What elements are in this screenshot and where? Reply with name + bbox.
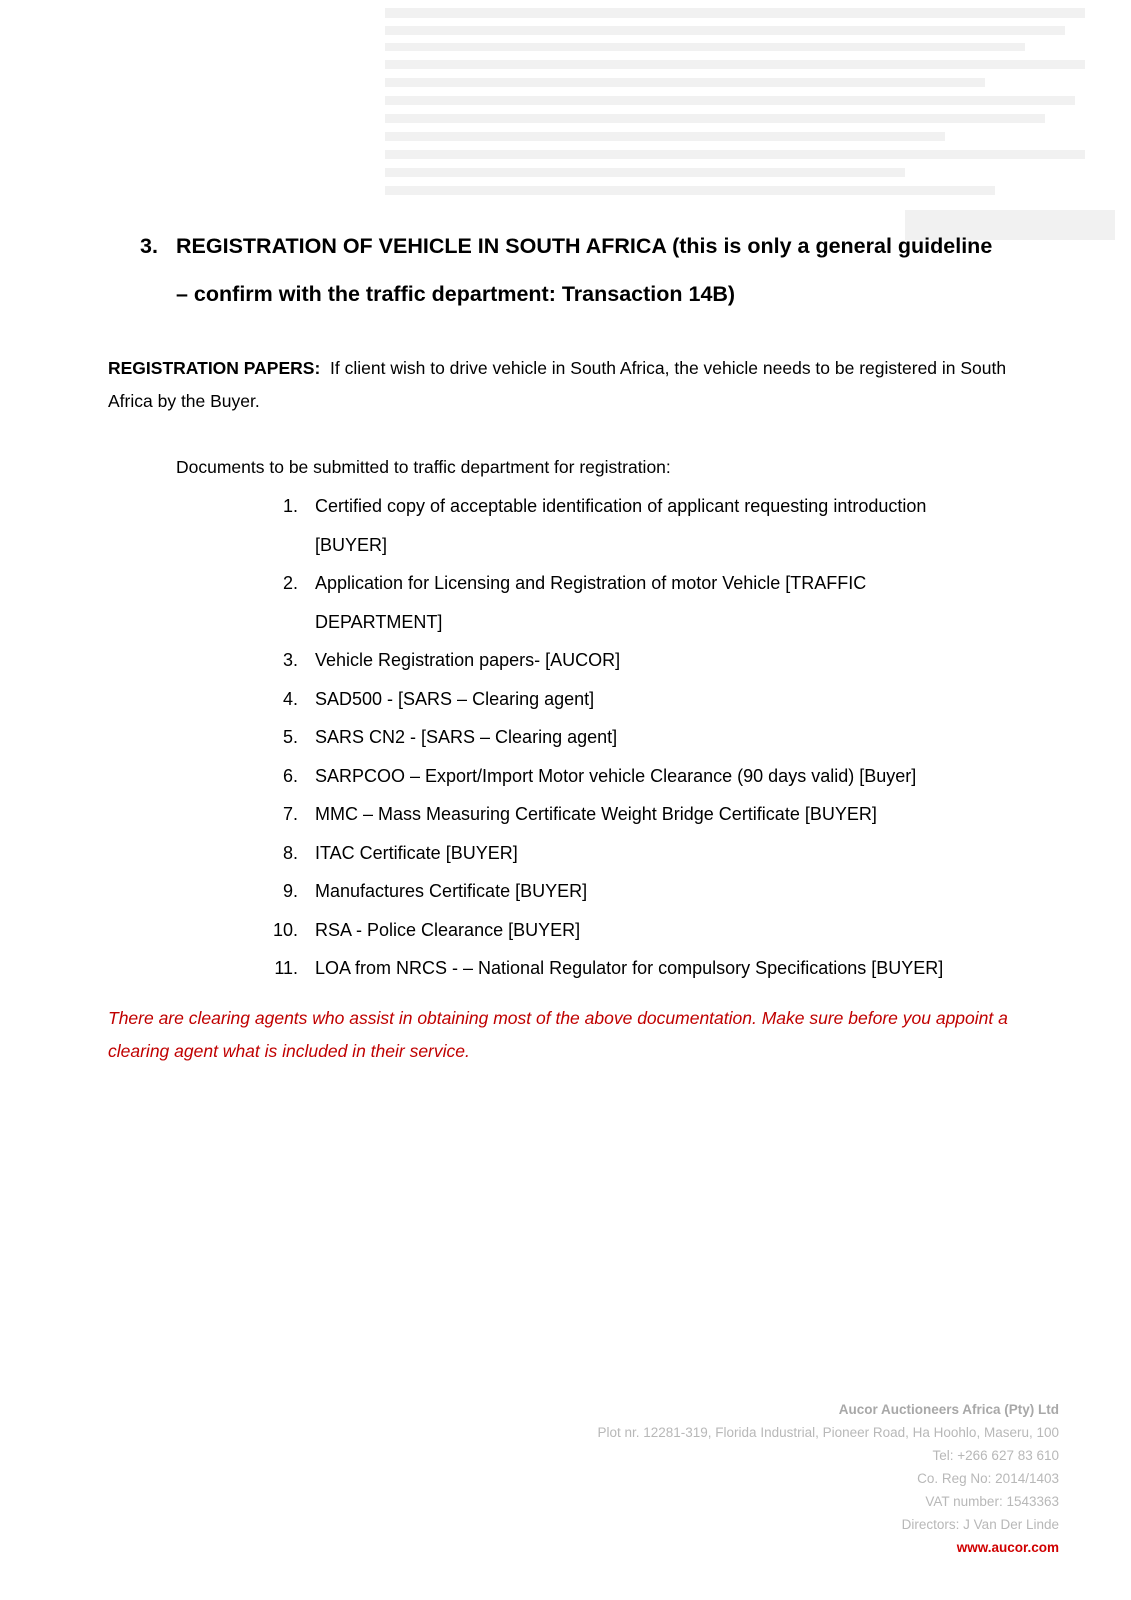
- scan-bleed-through: [385, 0, 1131, 250]
- footer-vat-number: VAT number: 1543363: [925, 1494, 1059, 1509]
- footer-company-registration: Co. Reg No: 2014/1403: [917, 1471, 1059, 1486]
- list-item: [258, 911, 998, 950]
- section-number: 3.: [140, 234, 158, 258]
- registration-papers-text: If client wish to drive vehicle in South Africa, the vehicle needs to be registered in South Africa by the Buyer.: [108, 358, 1007, 411]
- list-item-text: LOA from NRCS - – National Regulator for compulsory Specifications [BUYER]: [315, 958, 944, 978]
- list-item-number: 11.: [274, 958, 298, 978]
- list-item: [258, 680, 998, 719]
- list-item-number: 3.: [282, 650, 298, 670]
- section-heading: [140, 222, 1000, 318]
- list-item: [258, 795, 998, 834]
- footer-address: Plot nr. 12281-319, Florida Industrial, Pioneer Road, Ha Hoohlo, Maseru, 100: [597, 1425, 1059, 1440]
- list-item: [258, 487, 998, 564]
- list-item: [258, 564, 998, 641]
- footer-company-name: Aucor Auctioneers Africa (Pty) Ltd: [838, 1402, 1059, 1417]
- list-item-number: 6.: [282, 765, 298, 786]
- list-item: [258, 641, 998, 680]
- footer-telephone: Tel: +266 627 83 610: [932, 1448, 1059, 1463]
- registration-papers-label: REGISTRATION PAPERS:: [108, 358, 321, 378]
- list-item-text: Vehicle Registration papers- [AUCOR]: [315, 650, 621, 670]
- list-item: [258, 718, 998, 757]
- list-item-number: 5.: [282, 727, 298, 747]
- list-item: [258, 834, 998, 873]
- list-item-number: 10.: [272, 919, 298, 940]
- list-item-number: 4.: [282, 688, 298, 709]
- list-item-number: 1.: [282, 496, 298, 516]
- list-item: [258, 757, 998, 796]
- section-title: REGISTRATION OF VEHICLE IN SOUTH AFRICA (this is only a general guideline – confirm with the traffic department: Transaction 14B): [176, 234, 993, 306]
- list-item-text: Application for Licensing and Registration of motor Vehicle [TRAFFIC DEPARTMENT]: [315, 573, 867, 632]
- list-item-text: SARPCOO – Export/Import Motor vehicle Clearance (90 days valid) [Buyer]: [315, 765, 917, 786]
- footer-website-link[interactable]: www.aucor.com: [956, 1540, 1059, 1555]
- list-item-text: SARS CN2 - [SARS – Clearing agent]: [315, 727, 618, 747]
- list-item-text: SAD500 - [SARS – Clearing agent]: [315, 688, 595, 709]
- list-item-number: 9.: [282, 881, 298, 901]
- documents-list: [258, 487, 998, 988]
- registration-papers-paragraph: [108, 352, 1018, 418]
- list-item-number: 2.: [282, 573, 298, 593]
- list-item-number: 7.: [282, 804, 298, 824]
- list-item: [258, 949, 998, 988]
- list-item-text: MMC – Mass Measuring Certificate Weight Bridge Certificate [BUYER]: [315, 804, 877, 824]
- list-item: [258, 872, 998, 911]
- clearing-agent-note: There are clearing agents who assist in obtaining most of the above documentation. Make sure before you appoint a clearing agent what is included in their service.: [108, 1008, 1008, 1061]
- company-footer: [499, 1398, 1059, 1559]
- list-item-text: Manufactures Certificate [BUYER]: [315, 881, 588, 901]
- list-item-number: 8.: [282, 842, 298, 863]
- documents-intro: Documents to be submitted to traffic department for registration:: [176, 457, 671, 477]
- list-item-text: ITAC Certificate [BUYER]: [315, 842, 518, 863]
- list-item-text: Certified copy of acceptable identification of applicant requesting introduction [BUYER]: [315, 496, 927, 555]
- list-item-text: RSA - Police Clearance [BUYER]: [315, 919, 581, 940]
- footer-directors: Directors: J Van Der Linde: [901, 1517, 1059, 1532]
